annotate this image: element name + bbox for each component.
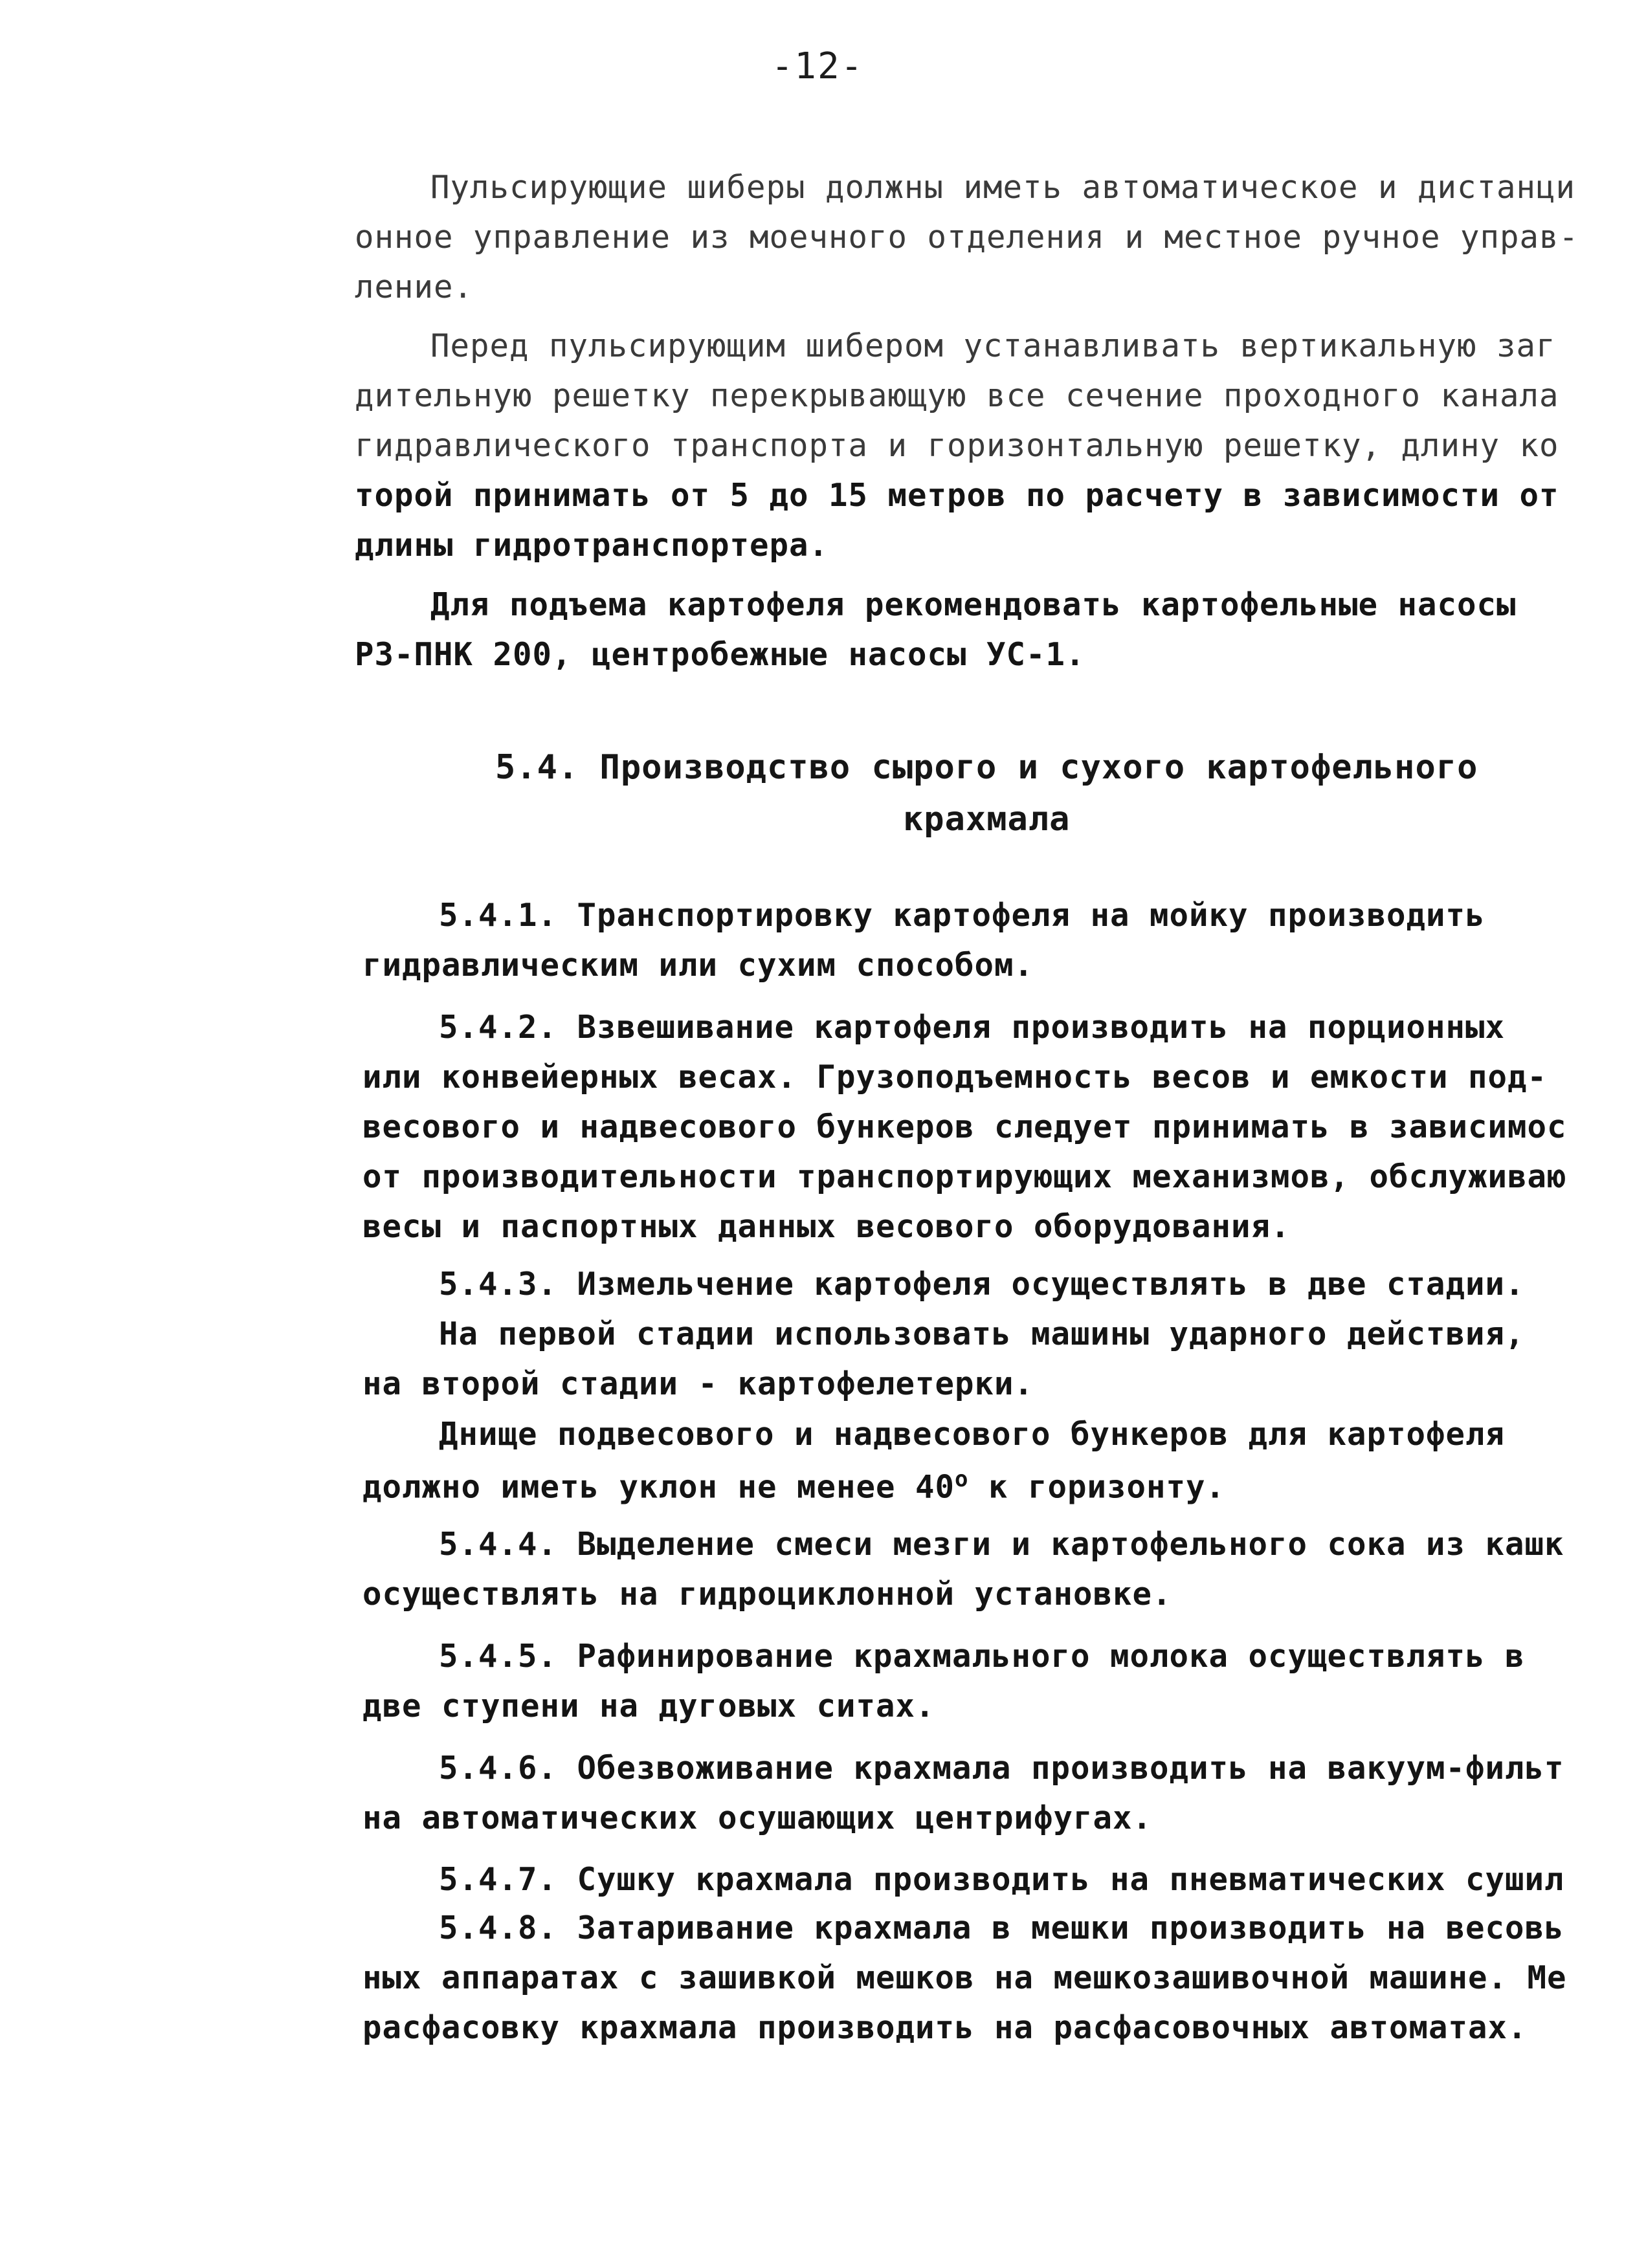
paragraph-1-line-1: Пульсирующие шиберы должны иметь автоматическое и дистанци <box>430 169 1576 206</box>
page-number: -12- <box>771 45 864 87</box>
item-5-4-7-line-1: 5.4.7. Сушку крахмала производить на пневматических сушил <box>439 1861 1564 1898</box>
paragraph-3-line-2: РЗ-ПНК 200, центробежные насосы УС-1. <box>355 636 1085 673</box>
item-5-4-6-line-1: 5.4.6. Обезвоживание крахмала производить на вакуум-фильт <box>439 1750 1564 1787</box>
item-5-4-1-line-1: 5.4.1. Транспортировку картофеля на мойку производить <box>439 897 1485 934</box>
item-5-4-4-line-2: осуществлять на гидроциклонной установке. <box>362 1576 1172 1613</box>
item-5-4-8-line-2: ных аппаратах с зашивкой мешков на мешкозашивочной машине. Ме <box>362 1959 1567 1996</box>
item-5-4-3-line-2: На первой стадии использовать машины ударного действия, <box>439 1316 1525 1352</box>
item-5-4-2-line-3: весового и надвесового бункеров следует принимать в зависимос <box>362 1108 1567 1145</box>
item-5-4-1-line-2: гидравлическим или сухим способом. <box>362 947 1034 984</box>
item-5-4-3-line-1: 5.4.3. Измельчение картофеля осуществлять в две стадии. <box>439 1266 1525 1303</box>
paragraph-1-line-2: онное управление из моечного отделения и местное ручное управ- <box>355 219 1579 256</box>
item-5-4-3-line-5-tail: к горизонту. <box>968 1468 1226 1506</box>
paragraph-2-line-1: Перед пульсирующим шибером устанавливать вертикальную заг <box>430 327 1556 364</box>
degree-superscript: о <box>955 1466 969 1492</box>
paragraph-2-line-4: торой принимать от 5 до 15 метров по расчету в зависимости от <box>355 477 1559 514</box>
item-5-4-3-line-3: на второй стадии - картофелетерки. <box>362 1365 1034 1402</box>
item-5-4-3-line-5 <box>362 1466 1226 1506</box>
item-5-4-6-line-2: на автоматических осушающих центрифугах. <box>362 1800 1153 1836</box>
section-heading-line-2: крахмала <box>903 800 1071 839</box>
paragraph-2-line-3: гидравлического транспорта и горизонтальную решетку, длину ко <box>355 427 1559 464</box>
item-5-4-5-line-1: 5.4.5. Рафинирование крахмального молока осуществлять в <box>439 1638 1525 1675</box>
item-5-4-8-line-3: расфасовку крахмала производить на расфасовочных автоматах. <box>362 2009 1528 2046</box>
item-5-4-2-line-1: 5.4.2. Взвешивание картофеля производить на порционных <box>439 1009 1506 1046</box>
item-5-4-8-line-1: 5.4.8. Затаривание крахмала в мешки производить на весовь <box>439 1910 1564 1946</box>
item-5-4-2-line-2: или конвейерных весах. Грузоподъемность весов и емкости под- <box>362 1059 1548 1095</box>
item-5-4-3-line-5-text: должно иметь уклон не менее 40 <box>362 1468 955 1506</box>
item-5-4-2-line-4: от производительности транспортирующих механизмов, обслуживаю <box>362 1158 1567 1195</box>
section-heading-line-1: 5.4. Производство сырого и сухого картофельного <box>495 748 1478 787</box>
paragraph-1-line-3: ление. <box>355 269 474 305</box>
paragraph-2-line-2: дительную решетку перекрывающую все сечение проходного канала <box>355 377 1559 414</box>
item-5-4-2-line-5: весы и паспортных данных весового оборудования. <box>362 1208 1291 1245</box>
item-5-4-4-line-1: 5.4.4. Выделение смеси мезги и картофельного сока из кашк <box>439 1526 1564 1563</box>
item-5-4-5-line-2: две ступени на дуговых ситах. <box>362 1688 935 1724</box>
paragraph-3-line-1: Для подъема картофеля рекомендовать картофельные насосы <box>430 586 1517 623</box>
item-5-4-3-line-4: Днище подвесового и надвесового бункеров для картофеля <box>439 1416 1506 1453</box>
paragraph-2-line-5: длины гидротранспортера. <box>355 527 829 564</box>
